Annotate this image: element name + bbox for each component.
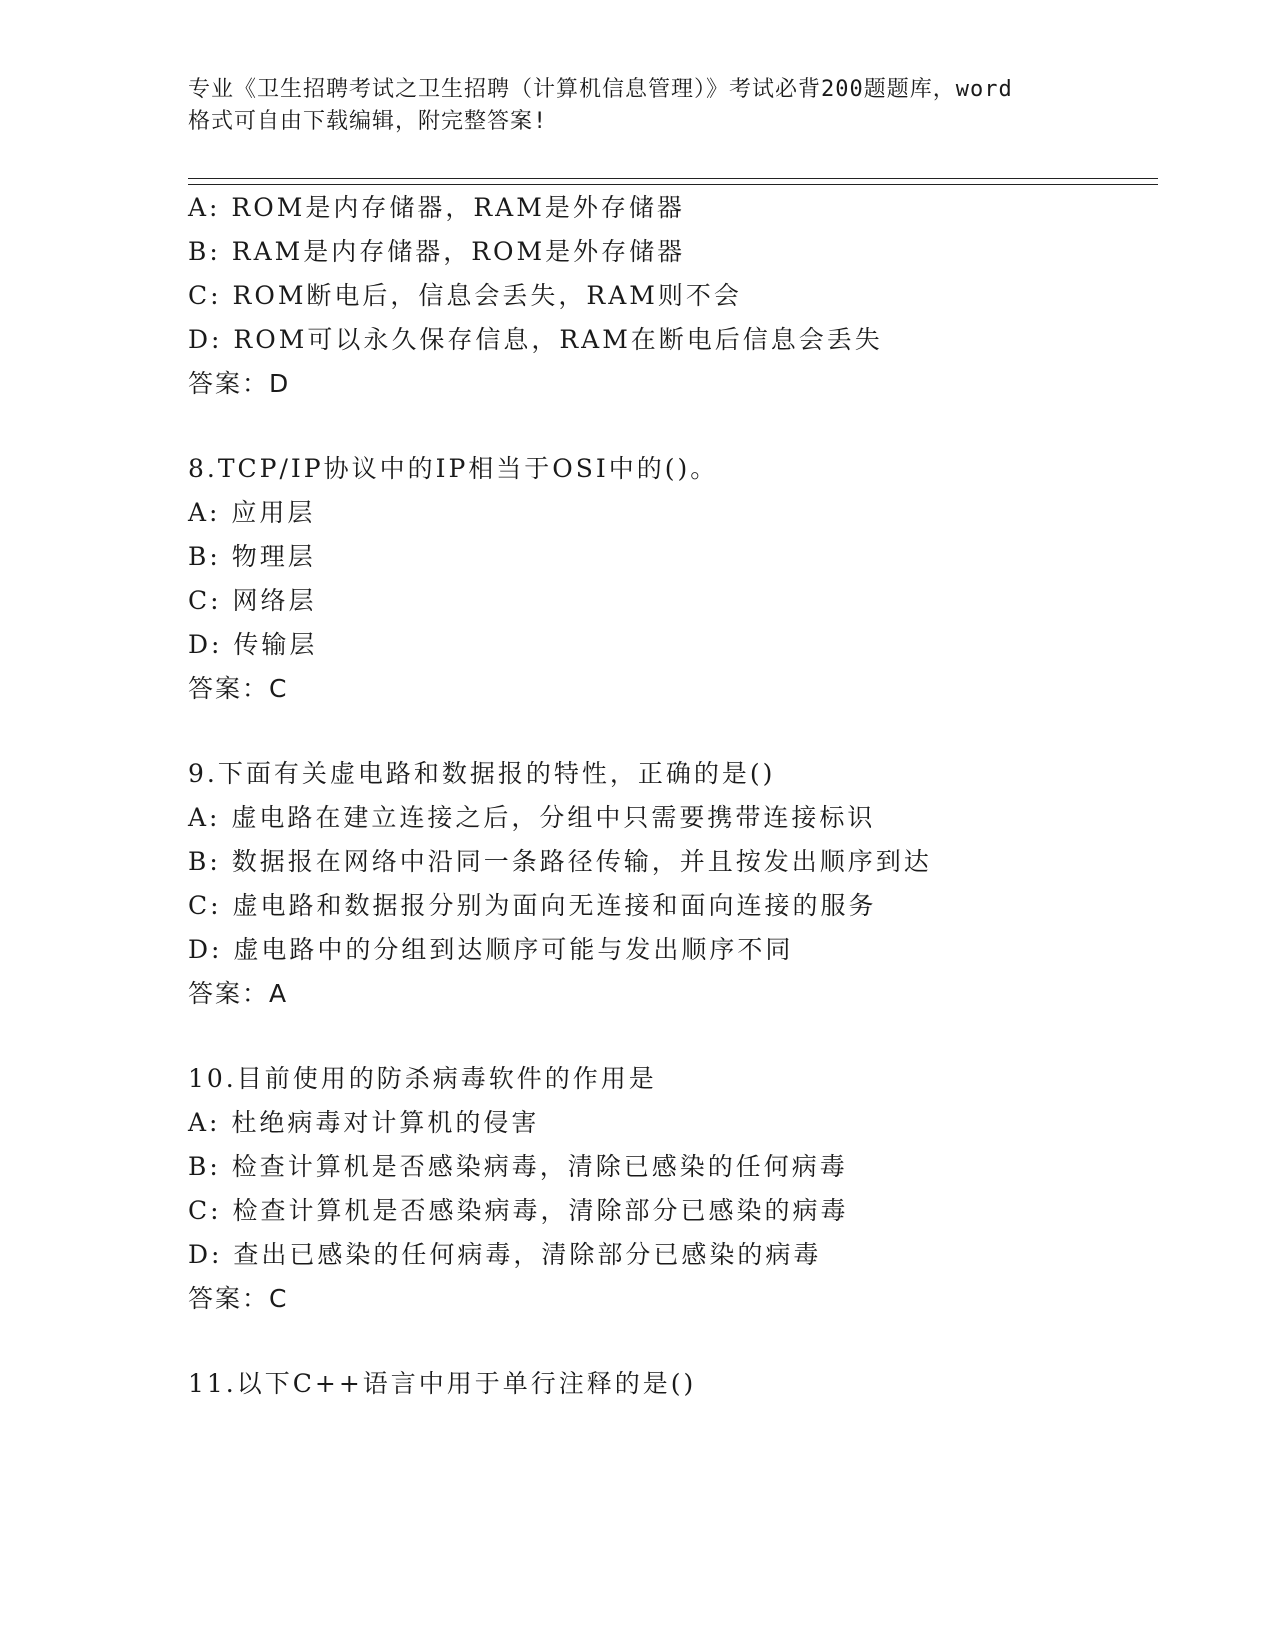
q8-option-c: C: 网络层 xyxy=(188,586,317,615)
q9-option-a: A: 虚电路在建立连接之后，分组中只需要携带连接标识 xyxy=(188,803,876,832)
q7-option-b: B: RAM是内存储器，ROM是外存储器 xyxy=(188,237,686,266)
q8-option-a: A: 应用层 xyxy=(188,498,316,527)
q8-question: 8.TCP/IP协议中的IP相当于OSI中的()。 xyxy=(188,454,719,483)
header-title-line-1: 专业《卫生招聘考试之卫生招聘（计算机信息管理）》考试必背200题题库，word xyxy=(188,77,1013,102)
q10-option-b: B: 检查计算机是否感染病毒，清除已感染的任何病毒 xyxy=(188,1152,848,1181)
q7-option-d: D: ROM可以永久保存信息，RAM在断电后信息会丢失 xyxy=(188,325,883,354)
q10-option-c: C: 检查计算机是否感染病毒，清除部分已感染的病毒 xyxy=(188,1196,849,1225)
q11-question: 11.以下C++语言中用于单行注释的是() xyxy=(188,1369,697,1398)
q7-option-c: C: ROM断电后，信息会丢失，RAM则不会 xyxy=(188,281,742,310)
q9-question: 9.下面有关虚电路和数据报的特性，正确的是() xyxy=(188,759,776,788)
q9-option-c: C: 虚电路和数据报分别为面向无连接和面向连接的服务 xyxy=(188,891,877,920)
q10-option-a: A: 杜绝病毒对计算机的侵害 xyxy=(188,1108,540,1137)
q10-option-d: D: 查出已感染的任何病毒，清除部分已感染的病毒 xyxy=(188,1240,822,1269)
q8-option-d: D: 传输层 xyxy=(188,630,318,659)
q9-answer: 答案：A xyxy=(188,979,289,1008)
q10-question: 10.目前使用的防杀病毒软件的作用是 xyxy=(188,1064,657,1093)
q9-option-b: B: 数据报在网络中沿同一条路径传输，并且按发出顺序到达 xyxy=(188,847,932,876)
q9-option-d: D: 虚电路中的分组到达顺序可能与发出顺序不同 xyxy=(188,935,794,964)
header-double-rule xyxy=(188,178,1158,185)
q7-answer: 答案：D xyxy=(188,369,291,398)
q8-option-b: B: 物理层 xyxy=(188,542,316,571)
header-title-line-2: 格式可自由下载编辑，附完整答案! xyxy=(188,109,548,134)
q8-answer: 答案：C xyxy=(188,674,289,703)
document-header xyxy=(188,74,1088,138)
q7-option-a: A: ROM是内存储器，RAM是外存储器 xyxy=(188,193,685,222)
q10-answer: 答案：C xyxy=(188,1284,289,1313)
